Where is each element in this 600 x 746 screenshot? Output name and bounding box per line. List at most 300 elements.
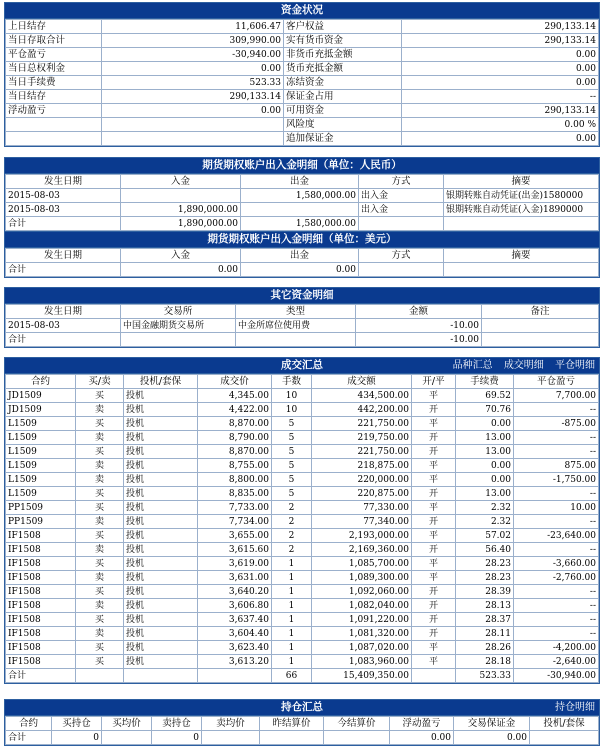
- trades-cell: 卖: [76, 473, 124, 487]
- trades-cell: 卖: [76, 431, 124, 445]
- trades-cell: 28.23: [456, 571, 514, 585]
- trades-cell: 平: [412, 529, 456, 543]
- trades-cell: 卖: [76, 459, 124, 473]
- trades-cell: 3,631.00: [198, 571, 272, 585]
- cny-col-header: 摘要: [444, 175, 599, 189]
- trades-cell: 3,640.20: [198, 585, 272, 599]
- funds-row: [6, 90, 599, 104]
- trades-cell: 221,750.00: [312, 445, 412, 459]
- trades-cell: 买: [76, 655, 124, 669]
- trades-cell: 28.39: [456, 585, 514, 599]
- trades-cell: 买: [76, 557, 124, 571]
- trades-cell: 3,615.60: [198, 543, 272, 557]
- trades-cell: 1: [272, 571, 312, 585]
- cny-cell: 出入金: [359, 203, 444, 217]
- trades-cell: PP1509: [6, 501, 76, 515]
- trades-row: [6, 431, 599, 445]
- positions-col-header: 合约: [6, 717, 52, 731]
- trades-cell: 0.00: [456, 417, 514, 431]
- trades-cell: 买: [76, 417, 124, 431]
- trades-cell: 13.00: [456, 487, 514, 501]
- trades-cell: IF1508: [6, 585, 76, 599]
- trades-cell: 1,092,060.00: [312, 585, 412, 599]
- funds-value: 0.00: [402, 48, 599, 62]
- trades-row: [6, 403, 599, 417]
- other-cell: 中国金融期货交易所: [121, 319, 236, 333]
- trades-cell: 买: [76, 529, 124, 543]
- trades-row: [6, 543, 599, 557]
- trades-cell: 平: [412, 571, 456, 585]
- trades-cell: 218,875.00: [312, 459, 412, 473]
- funds-value: 290,133.14: [402, 34, 599, 48]
- funds-label: 当日存取合计: [6, 34, 102, 48]
- trades-cell: JD1509: [6, 389, 76, 403]
- funds-value: --: [402, 90, 599, 104]
- trades-col-header: 成交额: [312, 375, 412, 389]
- funds-table: [5, 19, 599, 146]
- usd-col-header: 出金: [241, 249, 359, 263]
- trades-cell: 开: [412, 431, 456, 445]
- trades-cell: 投机: [124, 403, 198, 417]
- trades-cell: 买: [76, 613, 124, 627]
- trades-cell: L1509: [6, 431, 76, 445]
- cny-col-header: 发生日期: [6, 175, 121, 189]
- trades-cell: 开: [412, 543, 456, 557]
- trades-cell: --: [514, 403, 599, 417]
- positions-cell: 合计: [6, 731, 52, 745]
- positions-cell: [102, 731, 152, 745]
- trades-row: [6, 613, 599, 627]
- trades-cell: 28.26: [456, 641, 514, 655]
- other-row: [6, 319, 599, 333]
- funds-value: 290,133.14: [402, 104, 599, 118]
- trades-cell: -2,760.00: [514, 571, 599, 585]
- trades-cell: --: [514, 445, 599, 459]
- funds-label: 冻结资金: [284, 76, 402, 90]
- other-col-header: 交易所: [121, 305, 236, 319]
- trades-cell: 卖: [76, 627, 124, 641]
- cny-section: [4, 157, 600, 278]
- trades-col-header: 合约: [6, 375, 76, 389]
- trades-cell: 平: [412, 655, 456, 669]
- trades-cell: 13.00: [456, 431, 514, 445]
- trades-cell: 买: [76, 585, 124, 599]
- funds-value: 290,133.14: [102, 90, 284, 104]
- trades-cell: 5: [272, 431, 312, 445]
- cny-cell: 1,890,000.00: [121, 203, 241, 217]
- trades-row: [6, 487, 599, 501]
- link-close-details[interactable]: 平仓明细: [555, 360, 595, 371]
- trades-cell: 1: [272, 557, 312, 571]
- other-section: [4, 287, 600, 348]
- cny-cell: [444, 217, 599, 231]
- trades-col-header: 手数: [272, 375, 312, 389]
- trades-cell: 投机: [124, 473, 198, 487]
- cny-col-header: 方式: [359, 175, 444, 189]
- trades-cell: 平: [412, 389, 456, 403]
- trades-cell: 2.32: [456, 515, 514, 529]
- other-col-header: 金额: [356, 305, 482, 319]
- trades-cell: 开: [412, 515, 456, 529]
- trades-cell: 卖: [76, 599, 124, 613]
- trades-cell: IF1508: [6, 599, 76, 613]
- positions-table: [5, 716, 599, 745]
- usd-col-header: 方式: [359, 249, 444, 263]
- funds-label: 保证金占用: [284, 90, 402, 104]
- trades-cell: 1: [272, 641, 312, 655]
- cny-table: [5, 174, 599, 231]
- trades-cell: --: [514, 543, 599, 557]
- usd-cell: [359, 263, 444, 277]
- trades-cell: 10: [272, 403, 312, 417]
- trades-cell: 买: [76, 445, 124, 459]
- trades-cell: 卖: [76, 543, 124, 557]
- trades-row: [6, 529, 599, 543]
- funds-label: 当日总权利金: [6, 62, 102, 76]
- cny-cell: [359, 217, 444, 231]
- trades-cell: 买: [76, 487, 124, 501]
- funds-label: 浮动盈亏: [6, 104, 102, 118]
- trades-cell: [76, 669, 124, 683]
- positions-cell: [260, 731, 324, 745]
- positions-col-header: 买持仓: [52, 717, 102, 731]
- other-col-header: 类型: [236, 305, 356, 319]
- other-cell: [236, 333, 356, 347]
- funds-section: [4, 2, 600, 147]
- trades-cell: 投机: [124, 515, 198, 529]
- trades-row: [6, 627, 599, 641]
- other-cell: -10.00: [356, 319, 482, 333]
- cny-row: [6, 217, 599, 231]
- other-row: [6, 333, 599, 347]
- trades-cell: 平: [412, 557, 456, 571]
- cny-row: [6, 203, 599, 217]
- trades-cell: 开: [412, 613, 456, 627]
- trades-cell: L1509: [6, 445, 76, 459]
- funds-value: 0.00: [102, 62, 284, 76]
- trades-cell: --: [514, 487, 599, 501]
- funds-label: 当日结存: [6, 90, 102, 104]
- trades-cell: 15,409,350.00: [312, 669, 412, 683]
- trades-cell: 投机: [124, 641, 198, 655]
- trades-cell: 平: [412, 417, 456, 431]
- funds-label: 平仓盈亏: [6, 48, 102, 62]
- cny-cell: [121, 189, 241, 203]
- positions-section: [4, 699, 600, 746]
- trades-section: [4, 357, 600, 684]
- trades-cell: 1: [272, 655, 312, 669]
- funds-label: 当日手续费: [6, 76, 102, 90]
- positions-cell: [530, 731, 599, 745]
- positions-col-header: 昨结算价: [260, 717, 324, 731]
- trades-row: [6, 389, 599, 403]
- trades-cell: 投机: [124, 599, 198, 613]
- other-col-header: 发生日期: [6, 305, 121, 319]
- trades-cell: -3,660.00: [514, 557, 599, 571]
- cny-row: [6, 189, 599, 203]
- trades-cell: 1: [272, 585, 312, 599]
- trades-cell: -1,750.00: [514, 473, 599, 487]
- trades-row: [6, 501, 599, 515]
- trades-cell: 7,733.00: [198, 501, 272, 515]
- trades-cell: IF1508: [6, 627, 76, 641]
- funds-label: 非货币充抵金额: [284, 48, 402, 62]
- trades-cell: 3,613.20: [198, 655, 272, 669]
- positions-cell: [324, 731, 390, 745]
- trades-cell: 875.00: [514, 459, 599, 473]
- funds-row: [6, 76, 599, 90]
- funds-label: 客户权益: [284, 20, 402, 34]
- usd-cell: 合计: [6, 263, 121, 277]
- other-cell: [482, 333, 599, 347]
- trades-cell: 1,081,320.00: [312, 627, 412, 641]
- other-cell: [121, 333, 236, 347]
- trades-cell: 1,087,020.00: [312, 641, 412, 655]
- trades-col-header: 平仓盈亏: [514, 375, 599, 389]
- trades-cell: 523.33: [456, 669, 514, 683]
- trades-row: [6, 557, 599, 571]
- usd-col-header: 发生日期: [6, 249, 121, 263]
- funds-value: [102, 132, 284, 146]
- other-col-header: 备注: [482, 305, 599, 319]
- trades-cell: 3,604.40: [198, 627, 272, 641]
- trades-cell: 13.00: [456, 445, 514, 459]
- trades-cell: 7,734.00: [198, 515, 272, 529]
- trades-cell: 3,619.00: [198, 557, 272, 571]
- funds-row: [6, 118, 599, 132]
- trades-cell: 10: [272, 389, 312, 403]
- funds-value: 523.33: [102, 76, 284, 90]
- funds-label: [6, 118, 102, 132]
- trades-cell: 1,083,960.00: [312, 655, 412, 669]
- trades-cell: 28.11: [456, 627, 514, 641]
- funds-label: [6, 132, 102, 146]
- funds-value: 0.00 %: [402, 118, 599, 132]
- cny-cell: 银期转账自动凭证(入金)1890000: [444, 203, 599, 217]
- trades-cell: 卖: [76, 403, 124, 417]
- trades-cell: 221,750.00: [312, 417, 412, 431]
- trades-cell: 开: [412, 599, 456, 613]
- positions-cell: 0: [152, 731, 202, 745]
- trades-cell: 投机: [124, 459, 198, 473]
- trades-cell: 1,085,700.00: [312, 557, 412, 571]
- trades-cell: 2: [272, 543, 312, 557]
- trades-title: 成交汇总: [281, 359, 323, 371]
- positions-title: 持仓汇总: [281, 701, 323, 713]
- trades-cell: L1509: [6, 459, 76, 473]
- trades-cell: 投机: [124, 487, 198, 501]
- trades-cell: L1509: [6, 473, 76, 487]
- trades-cell: IF1508: [6, 655, 76, 669]
- other-cell: 中金所席位使用费: [236, 319, 356, 333]
- positions-col-header: 卖均价: [202, 717, 260, 731]
- trades-cell: 投机: [124, 445, 198, 459]
- trades-cell: 219,750.00: [312, 431, 412, 445]
- other-cell: -10.00: [356, 333, 482, 347]
- link-trade-details[interactable]: 成交明细: [503, 360, 544, 371]
- trades-cell: 2,169,360.00: [312, 543, 412, 557]
- trades-header: [5, 358, 599, 374]
- trades-cell: 57.02: [456, 529, 514, 543]
- trades-cell: 5: [272, 445, 312, 459]
- trades-cell: 开: [412, 585, 456, 599]
- trades-cell: [124, 669, 198, 683]
- funds-label: 可用资金: [284, 104, 402, 118]
- trades-row: [6, 599, 599, 613]
- trades-cell: 2: [272, 501, 312, 515]
- funds-value: 0.00: [402, 62, 599, 76]
- trades-cell: --: [514, 515, 599, 529]
- trades-cell: 0.00: [456, 473, 514, 487]
- trades-cell: 8,870.00: [198, 417, 272, 431]
- trades-cell: 8,790.00: [198, 431, 272, 445]
- trades-cell: 8,870.00: [198, 445, 272, 459]
- trades-cell: 投机: [124, 585, 198, 599]
- positions-header: [5, 700, 599, 716]
- funds-title: 资金状况: [5, 3, 599, 19]
- usd-col-header: 摘要: [444, 249, 599, 263]
- trades-cell: L1509: [6, 487, 76, 501]
- trades-cell: IF1508: [6, 557, 76, 571]
- trades-cell: --: [514, 613, 599, 627]
- funds-label: 实有货币资金: [284, 34, 402, 48]
- trades-cell: 66: [272, 669, 312, 683]
- trades-cell: 2: [272, 515, 312, 529]
- trades-cell: 开: [412, 403, 456, 417]
- positions-col-header: 买均价: [102, 717, 152, 731]
- positions-col-header: 投机/套保: [530, 717, 599, 731]
- trades-cell: 开: [412, 627, 456, 641]
- trades-row: [6, 669, 599, 683]
- funds-row: [6, 62, 599, 76]
- trades-cell: IF1508: [6, 529, 76, 543]
- trades-cell: 5: [272, 473, 312, 487]
- trades-cell: 平: [412, 459, 456, 473]
- trades-row: [6, 473, 599, 487]
- cny-cell: 合计: [6, 217, 121, 231]
- other-cell: 合计: [6, 333, 121, 347]
- trades-cell: -875.00: [514, 417, 599, 431]
- trades-cell: 434,500.00: [312, 389, 412, 403]
- trades-cell: 56.40: [456, 543, 514, 557]
- trades-cell: 5: [272, 459, 312, 473]
- trades-cell: 4,422.00: [198, 403, 272, 417]
- trades-cell: 投机: [124, 431, 198, 445]
- funds-value: 11,606.47: [102, 20, 284, 34]
- trades-col-header: 开/平: [412, 375, 456, 389]
- trades-cell: 平: [412, 473, 456, 487]
- trades-cell: 平: [412, 501, 456, 515]
- cny-cell: [241, 203, 359, 217]
- link-position-details[interactable]: 持仓明细: [555, 702, 595, 713]
- trades-cell: 1,091,220.00: [312, 613, 412, 627]
- trades-cell: 220,000.00: [312, 473, 412, 487]
- trades-cell: 5: [272, 417, 312, 431]
- funds-row: [6, 132, 599, 146]
- usd-title: 期货期权账户出入金明细（单位：美元）: [5, 231, 599, 248]
- cny-cell: 银期转账自动凭证(出金)1580000: [444, 189, 599, 203]
- trades-cell: -2,640.00: [514, 655, 599, 669]
- trades-cell: 投机: [124, 557, 198, 571]
- trades-cell: 2: [272, 529, 312, 543]
- trades-cell: 28.18: [456, 655, 514, 669]
- trades-cell: 3,623.40: [198, 641, 272, 655]
- cny-cell: 2015-08-03: [6, 189, 121, 203]
- trades-cell: IF1508: [6, 571, 76, 585]
- trades-cell: JD1509: [6, 403, 76, 417]
- other-cell: 2015-08-03: [6, 319, 121, 333]
- trades-cell: 8,800.00: [198, 473, 272, 487]
- trades-cell: -4,200.00: [514, 641, 599, 655]
- trades-cell: 投机: [124, 389, 198, 403]
- funds-value: 0.00: [402, 132, 599, 146]
- cny-title: 期货期权账户出入金明细（单位：人民币）: [5, 158, 599, 174]
- trades-cell: 投机: [124, 417, 198, 431]
- trades-cell: 合计: [6, 669, 76, 683]
- trades-cell: IF1508: [6, 543, 76, 557]
- usd-col-header: 入金: [121, 249, 241, 263]
- link-variety-summary[interactable]: 品种汇总: [452, 360, 493, 371]
- trades-cell: 平: [412, 641, 456, 655]
- positions-col-header: 卖持仓: [152, 717, 202, 731]
- trades-cell: 3,655.00: [198, 529, 272, 543]
- trades-cell: 投机: [124, 529, 198, 543]
- positions-col-header: 今结算价: [324, 717, 390, 731]
- trades-cell: 1: [272, 627, 312, 641]
- positions-cell: [202, 731, 260, 745]
- other-cell: [482, 319, 599, 333]
- trades-cell: 70.76: [456, 403, 514, 417]
- cny-cell: 1,890,000.00: [121, 217, 241, 231]
- trades-cell: 1,089,300.00: [312, 571, 412, 585]
- trades-row: [6, 445, 599, 459]
- trades-col-header: 买/卖: [76, 375, 124, 389]
- funds-value: -30,940.00: [102, 48, 284, 62]
- trades-cell: 8,755.00: [198, 459, 272, 473]
- positions-row: [6, 731, 599, 745]
- trades-cell: 投机: [124, 655, 198, 669]
- trades-cell: --: [514, 599, 599, 613]
- trades-cell: L1509: [6, 417, 76, 431]
- funds-row: [6, 20, 599, 34]
- trades-cell: 3,606.80: [198, 599, 272, 613]
- funds-value: [102, 118, 284, 132]
- trades-cell: -23,640.00: [514, 529, 599, 543]
- trades-row: [6, 585, 599, 599]
- funds-value: 309,990.00: [102, 34, 284, 48]
- trades-cell: PP1509: [6, 515, 76, 529]
- trades-cell: 10.00: [514, 501, 599, 515]
- trades-row: [6, 417, 599, 431]
- trades-row: [6, 515, 599, 529]
- trades-cell: 0.00: [456, 459, 514, 473]
- cny-cell: 1,580,000.00: [241, 189, 359, 203]
- trades-cell: 28.13: [456, 599, 514, 613]
- trades-cell: 投机: [124, 543, 198, 557]
- trades-cell: 69.52: [456, 389, 514, 403]
- trades-cell: 投机: [124, 501, 198, 515]
- trades-cell: 开: [412, 445, 456, 459]
- trades-cell: 投机: [124, 627, 198, 641]
- funds-label: 风险度: [284, 118, 402, 132]
- positions-cell: 0.00: [390, 731, 454, 745]
- trades-cell: 1: [272, 599, 312, 613]
- trades-cell: IF1508: [6, 641, 76, 655]
- trades-cell: [412, 669, 456, 683]
- trades-cell: 卖: [76, 571, 124, 585]
- usd-cell: 0.00: [121, 263, 241, 277]
- trades-cell: 1,082,040.00: [312, 599, 412, 613]
